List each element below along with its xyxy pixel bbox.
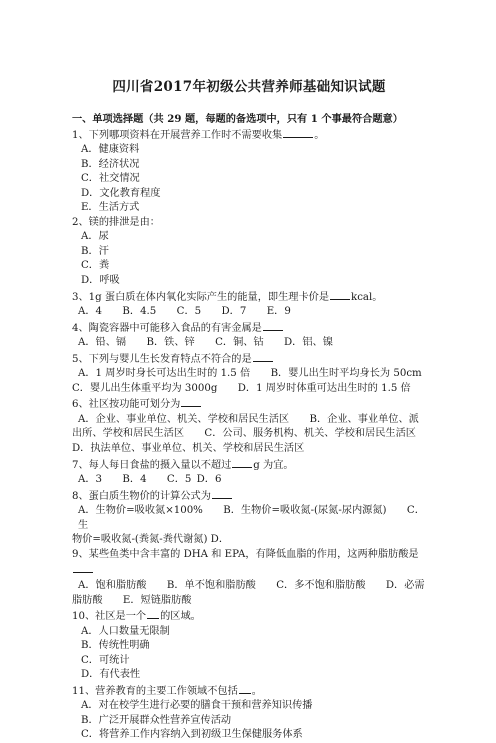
answer-blank bbox=[212, 488, 232, 499]
question-1: 1、下列哪项资料在开展营养工作时不需要收集 。 bbox=[72, 127, 426, 144]
option: D．有代表性 bbox=[81, 669, 141, 681]
option-line: A．企业、事业单位、机关、学校和居民生活区 B．企业、事业单位、派 bbox=[78, 413, 419, 425]
option-row: A．3 B．4 C．5 D．6 bbox=[78, 474, 222, 486]
answer-blank bbox=[253, 351, 273, 362]
option-line: A．饱和脂肪酸 B．单不饱和脂肪酸 C．多不饱和脂肪酸 D．必需 bbox=[78, 579, 425, 591]
question-7: 7、每人每日食盐的摄入量以不超过 g 为宜。 bbox=[72, 457, 426, 474]
option-line: A．1 周岁时身长可达出生时的 1.5 倍 B．婴儿出生时平均身长为 50cm bbox=[78, 368, 422, 380]
question-6: 6、社区按功能可划分为 bbox=[72, 396, 426, 413]
option: E．生活方式 bbox=[81, 202, 140, 214]
option: A．健康资料 bbox=[81, 144, 140, 156]
option: C．将营养工作内容纳入到初级卫生保健服务体系 bbox=[81, 729, 303, 741]
question-8: 8、蛋白质生物价的计算公式为 bbox=[72, 488, 426, 505]
option: A．对在校学生进行必要的膳食干预和营养知识传播 bbox=[81, 700, 313, 712]
option: C．粪 bbox=[81, 260, 110, 272]
answer-blank bbox=[147, 608, 159, 619]
option: C．可统计 bbox=[81, 654, 130, 666]
option-line: 脂肪酸 E．短链脂肪酸 bbox=[72, 594, 192, 606]
option: A．尿 bbox=[81, 231, 109, 243]
question-2: 2、镁的排泄是由： bbox=[72, 216, 160, 228]
option: B．广泛开展群众性营养宣传活动 bbox=[81, 714, 232, 726]
section-heading: 一、单项选择题（共 29 题，每题的备选项中，只有 1 个事最符合题意） bbox=[72, 113, 403, 125]
option-line: A．生物价=吸收氮×100% B．生物价=吸收氮-(尿氮-尿内源氮) C．生 bbox=[78, 505, 425, 531]
option: A．人口数量无限制 bbox=[81, 625, 170, 637]
option: D．呼吸 bbox=[81, 275, 120, 287]
question-4: 4、陶瓷容器中可能移入食品的有害金属是 bbox=[72, 320, 426, 337]
option: B．汗 bbox=[81, 245, 109, 257]
answer-blank bbox=[181, 396, 201, 407]
option-line: 出所、学校和居民生活区 C．公司、服务机构、机关、学校和居民生活区 bbox=[72, 428, 416, 440]
option-row: A．4 B．4.5 C．5 D．7 E．9 bbox=[78, 306, 291, 318]
question-5: 5、下列与婴儿生长发育特点不符合的是 bbox=[72, 351, 426, 368]
option-line: 物价=吸收氮-(粪氮-粪代谢氮) D． bbox=[72, 534, 230, 546]
option: B．传统性明确 bbox=[81, 640, 150, 652]
answer-blank bbox=[263, 320, 283, 331]
question-3: 3、1g 蛋白质在体内氧化实际产生的能量，即生理卡价是 kcal。 bbox=[72, 289, 426, 306]
question-11: 11、营养教育的主要工作领域不包括 。 bbox=[72, 683, 426, 700]
option: C．社交情况 bbox=[81, 173, 140, 185]
option: B．经济状况 bbox=[81, 158, 140, 170]
answer-blank bbox=[239, 683, 251, 694]
answer-blank bbox=[232, 457, 252, 468]
option: D．文化教育程度 bbox=[81, 187, 161, 199]
answer-blank bbox=[330, 289, 350, 300]
question-9: 9、某些鱼类中含丰富的 DHA 和 EPA，有降低血脂的作用，这两种脂肪酸是 bbox=[72, 548, 426, 579]
answer-blank bbox=[283, 127, 313, 138]
question-10: 10、社区是一个 的区域。 bbox=[72, 608, 426, 625]
option-line: D．执法单位、事业单位、机关、学校和居民生活区 bbox=[72, 443, 305, 455]
answer-blank bbox=[73, 562, 93, 573]
option-row: A．铅、镉 B．铁、锌 C．铜、钴 D．铝、镍 bbox=[78, 337, 333, 349]
document-title: 四川省2017年初级公共营养师基础知识试题 bbox=[112, 79, 386, 95]
option-line: C．婴儿出生体重平均为 3000g D．1 周岁时体重可达出生时的 1.5 倍 bbox=[72, 382, 411, 394]
